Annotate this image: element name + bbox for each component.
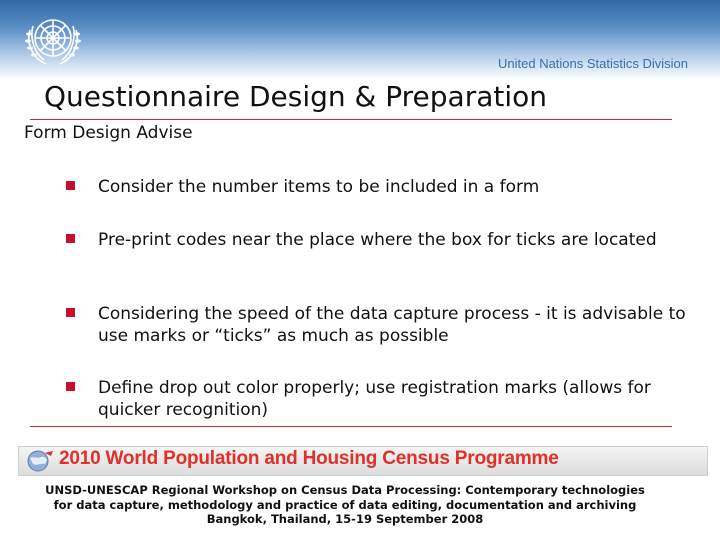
- census-programme-banner: [18, 446, 708, 476]
- bullet-square-icon: [66, 234, 75, 243]
- bullet-square-icon: [66, 181, 75, 190]
- bullet-text: Consider the number items to be included in a form: [98, 177, 540, 197]
- list-item: [66, 377, 686, 421]
- footer: [0, 483, 690, 527]
- footer-line: for data capture, methodology and practice of data editing, documentation and archiving: [53, 497, 637, 512]
- title-divider: [30, 119, 672, 120]
- banner-title: 2010 World Population and Housing Census Programme: [59, 448, 559, 469]
- globe-icon: [25, 449, 55, 473]
- organization-name: United Nations Statistics Division: [498, 56, 689, 71]
- bullet-square-icon: [66, 308, 75, 317]
- slide-subtitle: Form Design Advise: [24, 123, 193, 143]
- list-item: [66, 303, 686, 347]
- footer-line: UNSD-UNESCAP Regional Workshop on Census Data Processing: Contemporary technologies: [45, 483, 645, 497]
- list-item: [66, 176, 539, 198]
- bullet-text: Pre-print codes near the place where the box for ticks are located: [98, 230, 657, 250]
- bottom-divider: [30, 426, 672, 427]
- bullet-square-icon: [66, 382, 75, 391]
- slide-title: Questionnaire Design & Preparation: [44, 80, 548, 113]
- bullet-text: Define drop out color properly; use registration marks (allows for quicker recognition): [98, 378, 651, 420]
- list-item: [66, 229, 657, 251]
- bullet-text: Considering the speed of the data capture process - it is advisable to use marks or “ticks” as much as possible: [98, 304, 686, 346]
- un-emblem-icon: [20, 8, 86, 74]
- footer-line: Bangkok, Thailand, 15-19 September 2008: [206, 512, 484, 526]
